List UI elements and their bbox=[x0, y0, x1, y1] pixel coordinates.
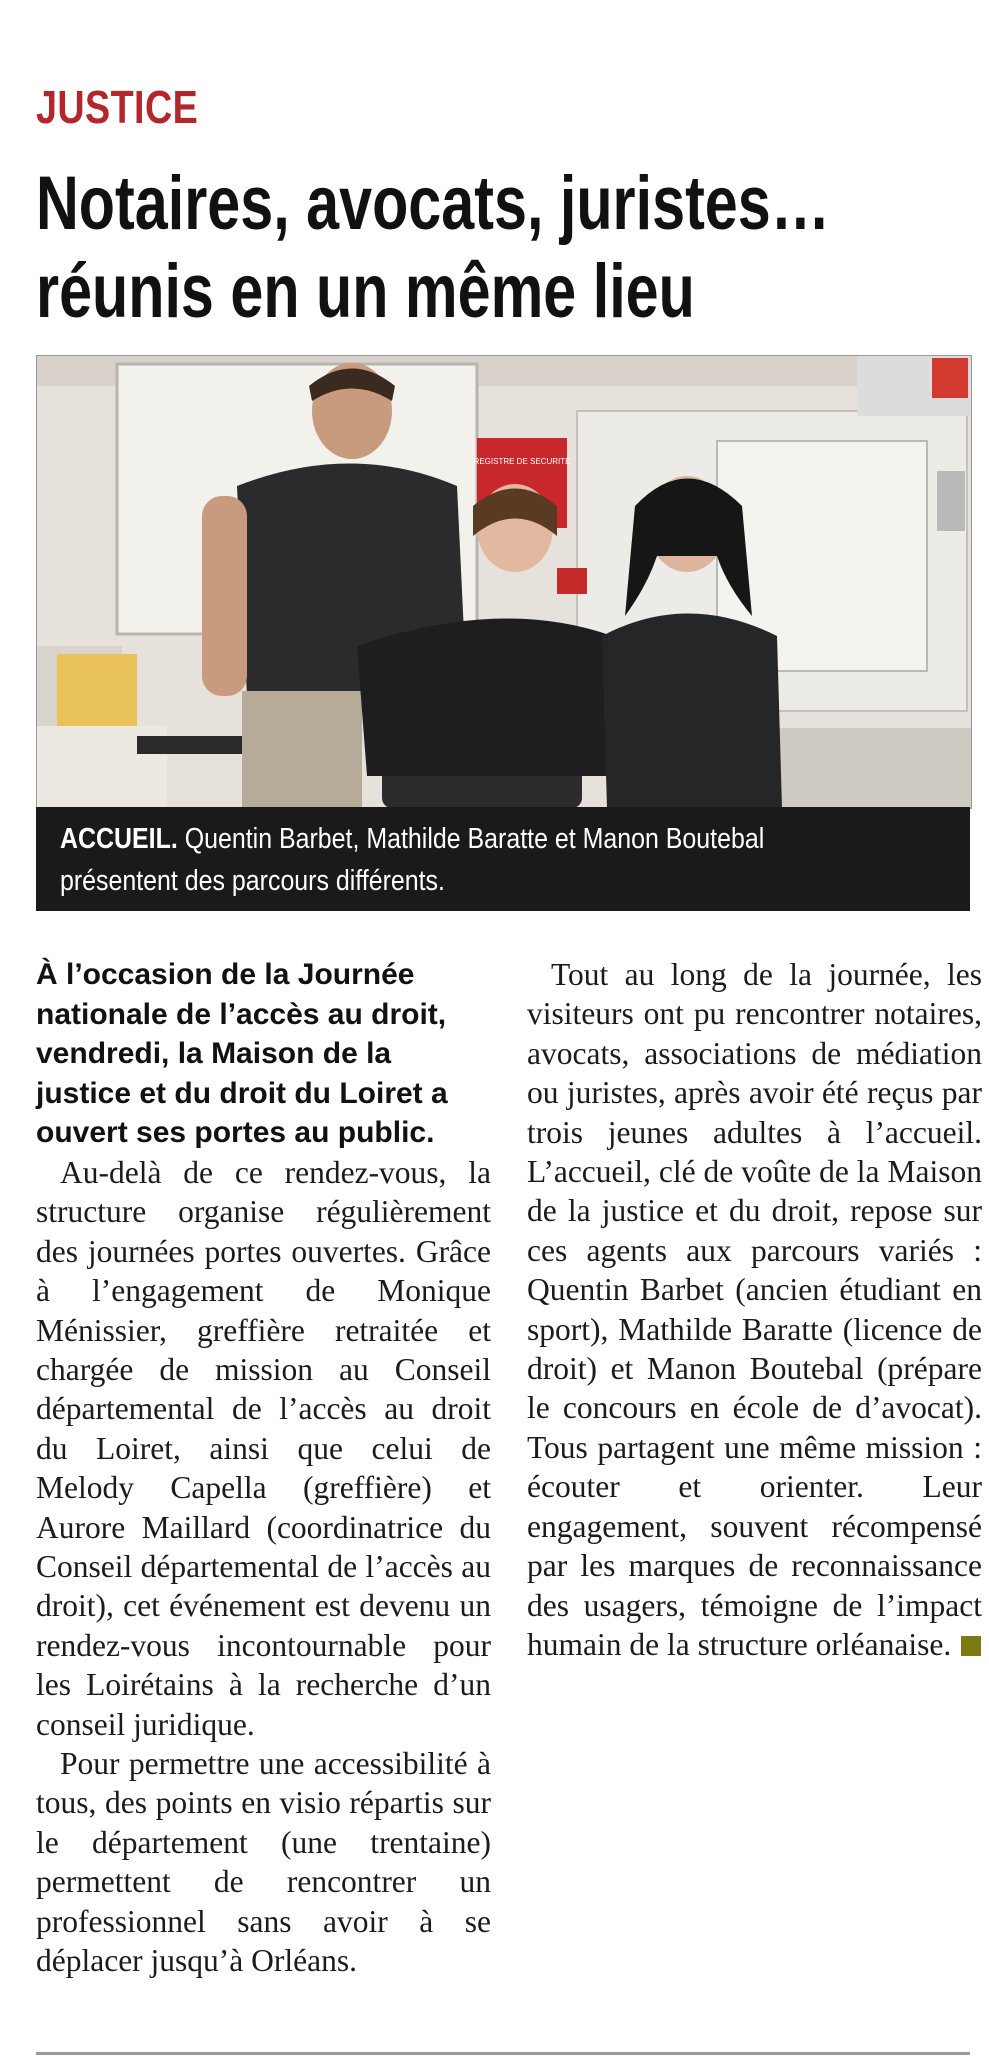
article-paragraph-2: Pour permettre une accessibilité à tous, des points en visio répartis sur le département (une trentaine) permettent de rencontrer un professionnel sans avoir à se déplacer jusqu’à Orléans. bbox=[36, 1746, 491, 1979]
headline-line-1: Notaires, avocats, juristes… bbox=[36, 161, 831, 246]
article-standfirst: À l’occasion de la Journée nationale de l’accès au droit, vendredi, la Maison de la justice et du droit du Loiret a ouvert ses portes au public. bbox=[36, 958, 448, 1150]
bottom-rule bbox=[36, 2052, 970, 2055]
photo-caption bbox=[36, 807, 970, 911]
caption-line-2: présentent des parcours différents. bbox=[60, 865, 445, 897]
section-kicker: JUSTICE bbox=[36, 81, 199, 133]
article-paragraph-3 bbox=[527, 955, 982, 1664]
caption-text-1: Quentin Barbet, Mathilde Baratte et Manon Boutebal bbox=[177, 823, 765, 855]
security-register-label: REGISTRE DE SECURITE bbox=[473, 457, 571, 466]
caption-line-1 bbox=[60, 818, 972, 860]
article-paragraph-1: Au-delà de ce rendez-vous, la structure organise régulièrement des journées portes ouvertes. Grâce à l’engagement de Monique Ménissier, greffière retraitée et chargée de mission au Conseil départemental de l’accès au droit du Loiret, ainsi que celui de Melody Capella (greffière) et Aurore Maillard (coordinatrice du Conseil départemental de l’accès au droit), cet événement est devenu un rendez-vous incontournable pour les Loirétains à la recherche d’un conseil juridique. bbox=[36, 1154, 491, 1742]
end-mark-icon bbox=[961, 1636, 981, 1656]
article-photo bbox=[36, 355, 972, 809]
caption-lead: ACCUEIL. bbox=[60, 823, 178, 855]
article-column-right bbox=[527, 955, 982, 1664]
headline-line-2: réunis en un même lieu bbox=[36, 249, 695, 334]
article-column-left bbox=[36, 955, 491, 1981]
article-paragraph-3-text: Tout au long de la journée, les visiteurs ont pu rencontrer notaires, avocats, associations de médiation ou juristes, après avoir été reçus par trois jeunes adultes à l’accueil. L’accueil, clé de voûte de la Maison de la justice et du droit, repose sur ces agents aux parcours variés : Quentin Barbet (ancien étudiant en sport), Mathilde Baratte (licence de droit) et Manon Boutebal (prépare le concours en école de d’avocat). Tous partagent une même mission : écouter et orienter. Leur engagement, souvent récompensé par les marques de reconnaissance des usagers, témoigne de l’impact humain de la structure orléanaise. bbox=[527, 957, 982, 1662]
headline bbox=[36, 160, 894, 336]
